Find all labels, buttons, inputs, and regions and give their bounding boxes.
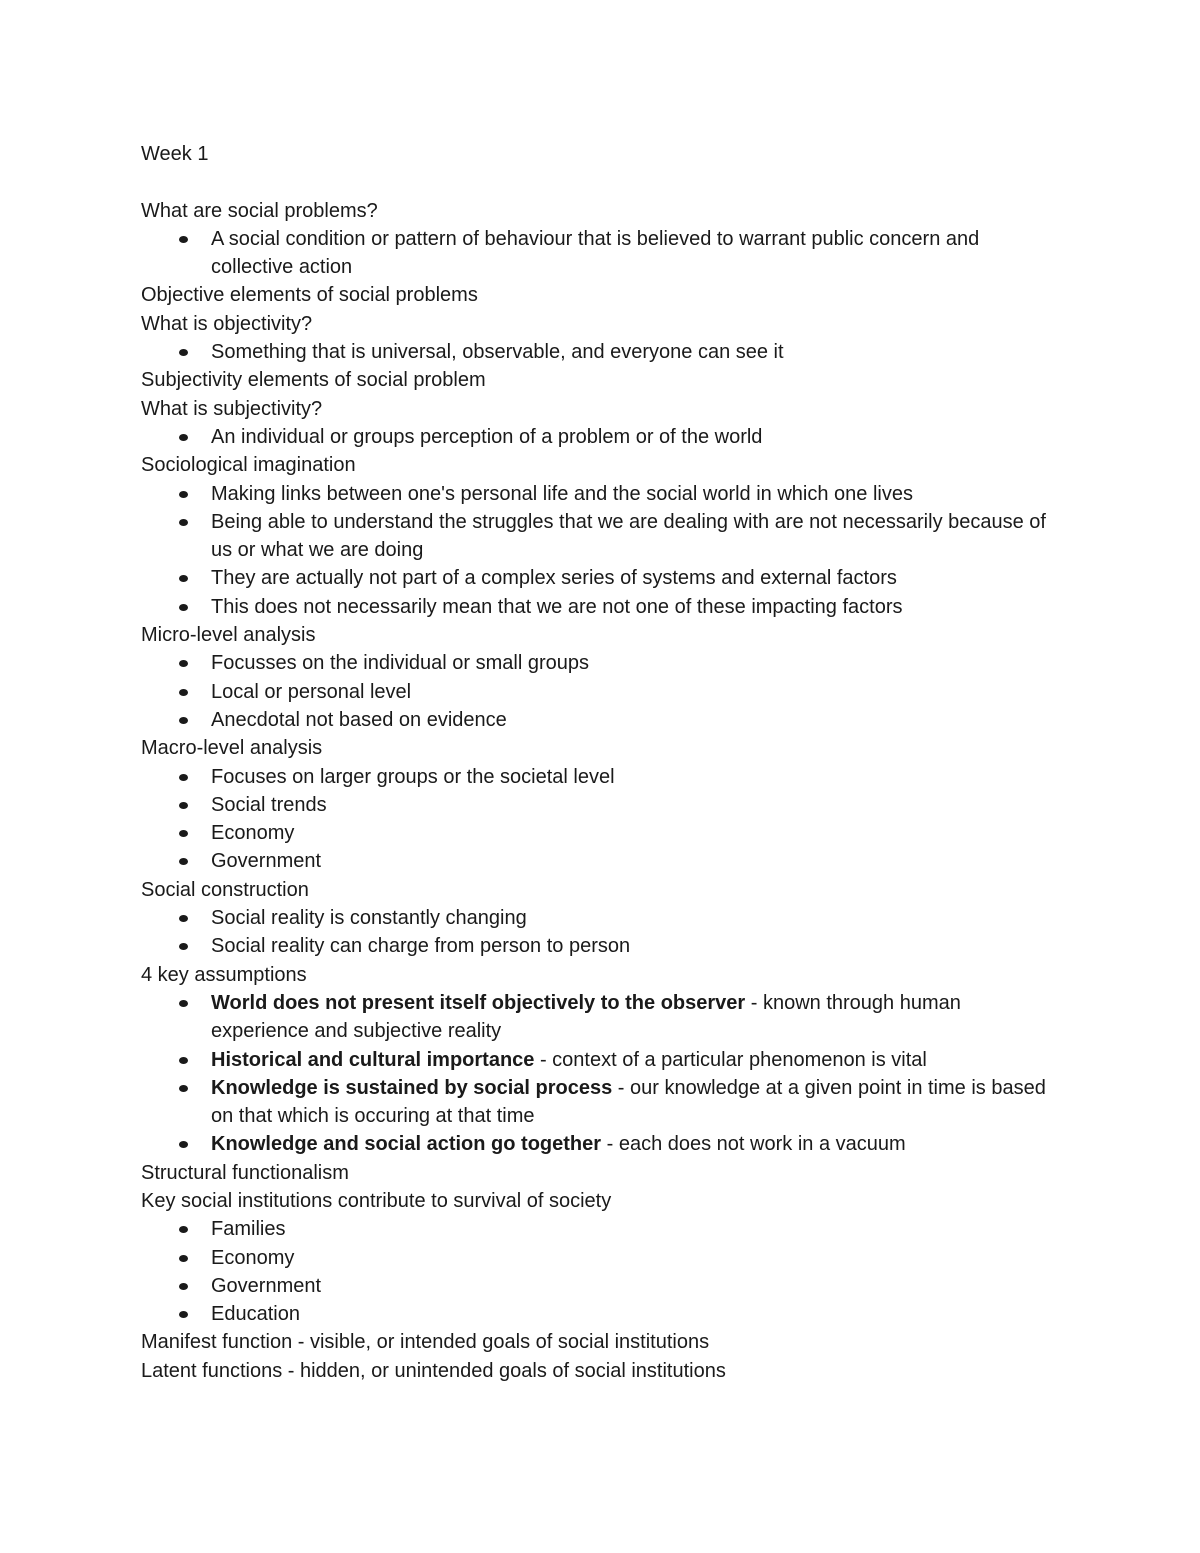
item-text: Government [211, 850, 322, 873]
bold-term: Knowledge is sustained by social process [211, 1076, 613, 1099]
item-text: Focuses on larger groups or the societal level [211, 765, 615, 788]
section-heading: Micro-level analysis [141, 624, 316, 647]
item-text: Families [211, 1218, 286, 1241]
item-text: Social reality can charge from person to person [211, 935, 631, 958]
list-item [141, 593, 1051, 621]
list-item [141, 480, 1051, 508]
document-page [141, 140, 1101, 1385]
bullet-list [141, 989, 1101, 1159]
section-heading: 4 key assumptions [141, 963, 307, 986]
item-text: An individual or groups perception of a problem or of the world [211, 425, 763, 448]
list-item [141, 1244, 1051, 1272]
item-text: Making links between one's personal life and the social world in which one lives [211, 482, 913, 505]
list-item [141, 649, 1051, 677]
list-item [141, 1272, 1051, 1300]
section-heading: Subjectivity elements of social problem [141, 369, 486, 392]
section-heading: What is objectivity? [141, 312, 313, 335]
notes-content [141, 197, 1101, 1385]
item-text: - known through human experience and subjective reality [211, 991, 961, 1043]
item-text: Something that is universal, observable, and everyone can see it [211, 341, 784, 364]
list-item [141, 819, 1051, 847]
item-text: Local or personal level [211, 680, 412, 703]
section-heading: Objective elements of social problems [141, 284, 478, 307]
list-item [141, 706, 1051, 734]
list-item [141, 564, 1051, 592]
list-item [141, 1215, 1051, 1243]
section-heading: Key social institutions contribute to survival of society [141, 1189, 612, 1212]
list-item [141, 763, 1051, 791]
list-item [141, 1300, 1051, 1328]
section-heading: Manifest function - visible, or intended goals of social institutions [141, 1331, 710, 1354]
item-text: - context of a particular phenomenon is vital [539, 1048, 927, 1071]
section-heading: Sociological imagination [141, 454, 356, 477]
bullet-list [141, 423, 1101, 451]
bullet-list [141, 649, 1101, 734]
list-item [141, 847, 1051, 875]
list-item [141, 678, 1051, 706]
list-item [141, 989, 1051, 1046]
list-item [141, 423, 1051, 451]
section-heading: Latent functions - hidden, or unintended goals of social institutions [141, 1359, 726, 1382]
bold-term: World does not present itself objectively to the observer [211, 991, 746, 1014]
list-item [141, 791, 1051, 819]
bold-term: Historical and cultural importance [211, 1048, 540, 1071]
section-heading: What is subjectivity? [141, 397, 323, 420]
bullet-list [141, 338, 1101, 366]
bullet-list [141, 480, 1101, 621]
list-item [141, 904, 1051, 932]
list-item [141, 225, 1051, 282]
item-text: Being able to understand the struggles that we are dealing with are not necessarily because of us or what we are doing [211, 510, 1046, 562]
item-text: Government [211, 1274, 322, 1297]
item-text: Economy [211, 822, 295, 845]
item-text: Anecdotal not based on evidence [211, 708, 507, 731]
bold-term: Knowledge and social action go together [211, 1133, 602, 1156]
document-title: Week 1 [141, 143, 209, 165]
item-text: Focusses on the individual or small groups [211, 652, 589, 675]
item-text: They are actually not part of a complex series of systems and external factors [211, 567, 897, 590]
list-item [141, 1130, 1051, 1158]
bullet-list [141, 1215, 1101, 1328]
bullet-list [141, 763, 1101, 876]
list-item [141, 1074, 1051, 1131]
item-text: Social trends [211, 793, 327, 816]
section-heading: Macro-level analysis [141, 737, 323, 760]
item-text: Economy [211, 1246, 295, 1269]
item-text: This does not necessarily mean that we are not one of these impacting factors [211, 595, 903, 618]
section-heading: Social construction [141, 878, 309, 901]
list-item [141, 1046, 1051, 1074]
list-item [141, 338, 1051, 366]
section-heading: What are social problems? [141, 199, 378, 222]
bullet-list [141, 904, 1101, 961]
section-heading: Structural functionalism [141, 1161, 349, 1184]
item-text: Education [211, 1303, 300, 1326]
list-item [141, 932, 1051, 960]
item-text: - each does not work in a vacuum [601, 1133, 906, 1156]
item-text: A social condition or pattern of behaviour that is believed to warrant public concern and collective action [211, 227, 980, 279]
item-text: - our knowledge at a given point in time is based on that which is occuring at that time [211, 1076, 1046, 1128]
bullet-list [141, 225, 1101, 282]
list-item [141, 508, 1051, 565]
item-text: Social reality is constantly changing [211, 907, 527, 930]
